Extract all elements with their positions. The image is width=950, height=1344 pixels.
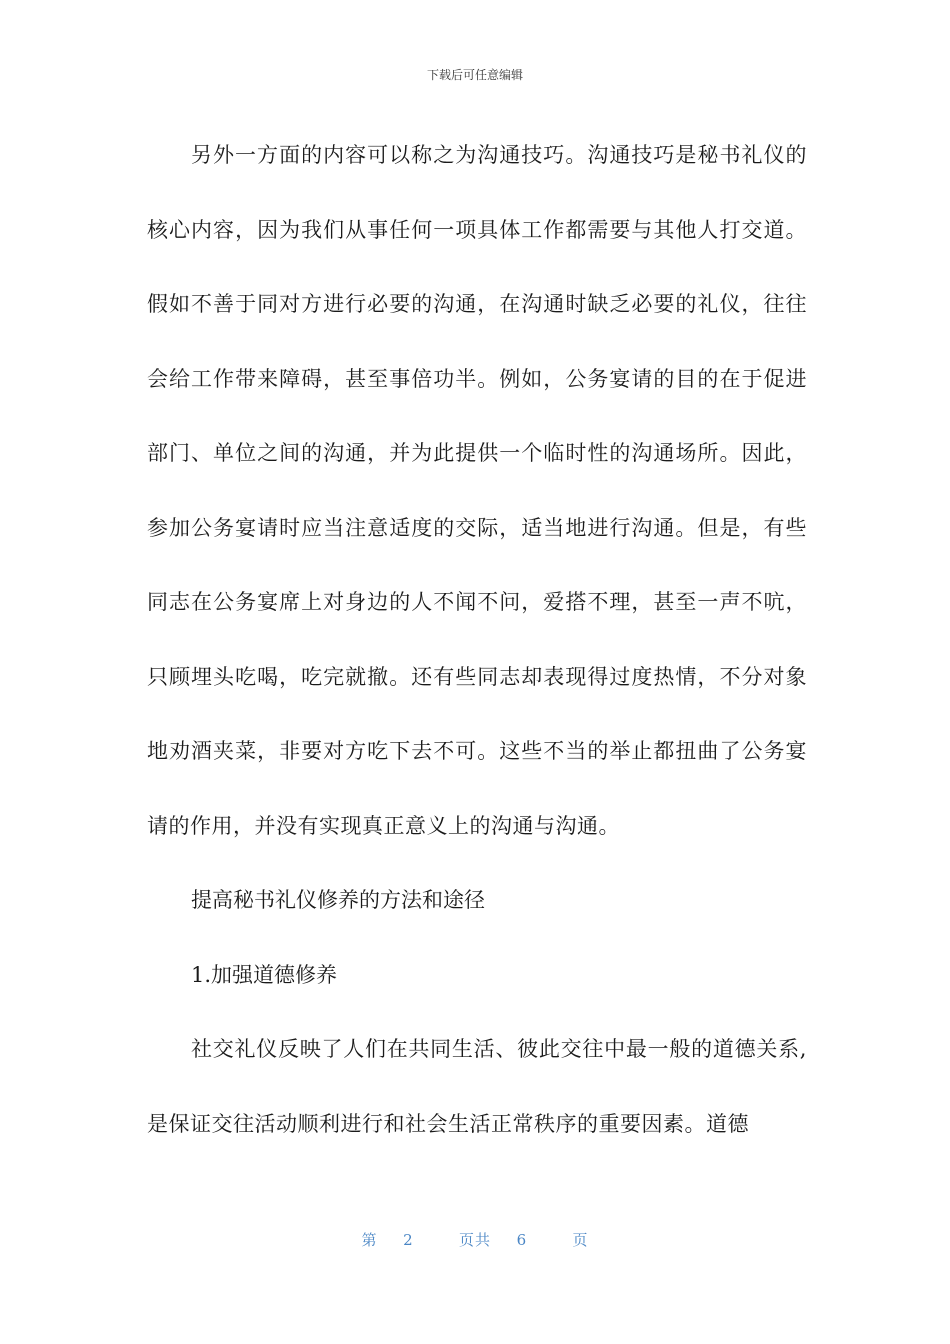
footer-suffix: 页 [572, 1231, 589, 1249]
page-footer [0, 1229, 950, 1250]
section-heading: 提高秘书礼仪修养的方法和途径 [191, 888, 485, 912]
page-header: 下载后可任意编辑 [426, 68, 523, 82]
paragraph-communication-skills: 另外一方面的内容可以称之为沟通技巧。沟通技巧是秘书礼仪的核心内容，因为我们从事任何一项具体工作都需要与其他人打交道。假如不善于同对方进行必要的沟通，在沟通时缺乏必要的礼仪，往往会给工作带来障碍，甚至事倍功半。例如，公务宴请的目的在于促进部门、单位之间的沟通，并为此提供一个临时性的沟通场所。因此，参加公务宴请时应当注意适度的交际，适当地进行沟通。但是，有些同志在公务宴席上对身边的人不闻不问，爱搭不理，甚至一声不吭，只顾埋头吃喝，吃完就撤。还有些同志却表现得过度热情，不分对象地劝酒夹菜，非要对方吃下去不可。这些不当的举止都扭曲了公务宴请的作用，并没有实现真正意义上的沟通与沟通。 [147, 143, 807, 838]
paragraph-moral-cultivation: 社交礼仪反映了人们在共同生活、彼此交往中最一般的道德关系,是保证交往活动顺利进行和社会生活正常秩序的重要因素。道德 [147, 1037, 807, 1136]
document-body [147, 118, 807, 1161]
footer-total-pages: 6 [516, 1231, 528, 1249]
footer-middle: 页共 [458, 1231, 491, 1249]
footer-page-number: 2 [403, 1231, 414, 1249]
subsection-heading: 1.加强道德修养 [191, 962, 338, 987]
footer-prefix: 第 [361, 1231, 378, 1249]
